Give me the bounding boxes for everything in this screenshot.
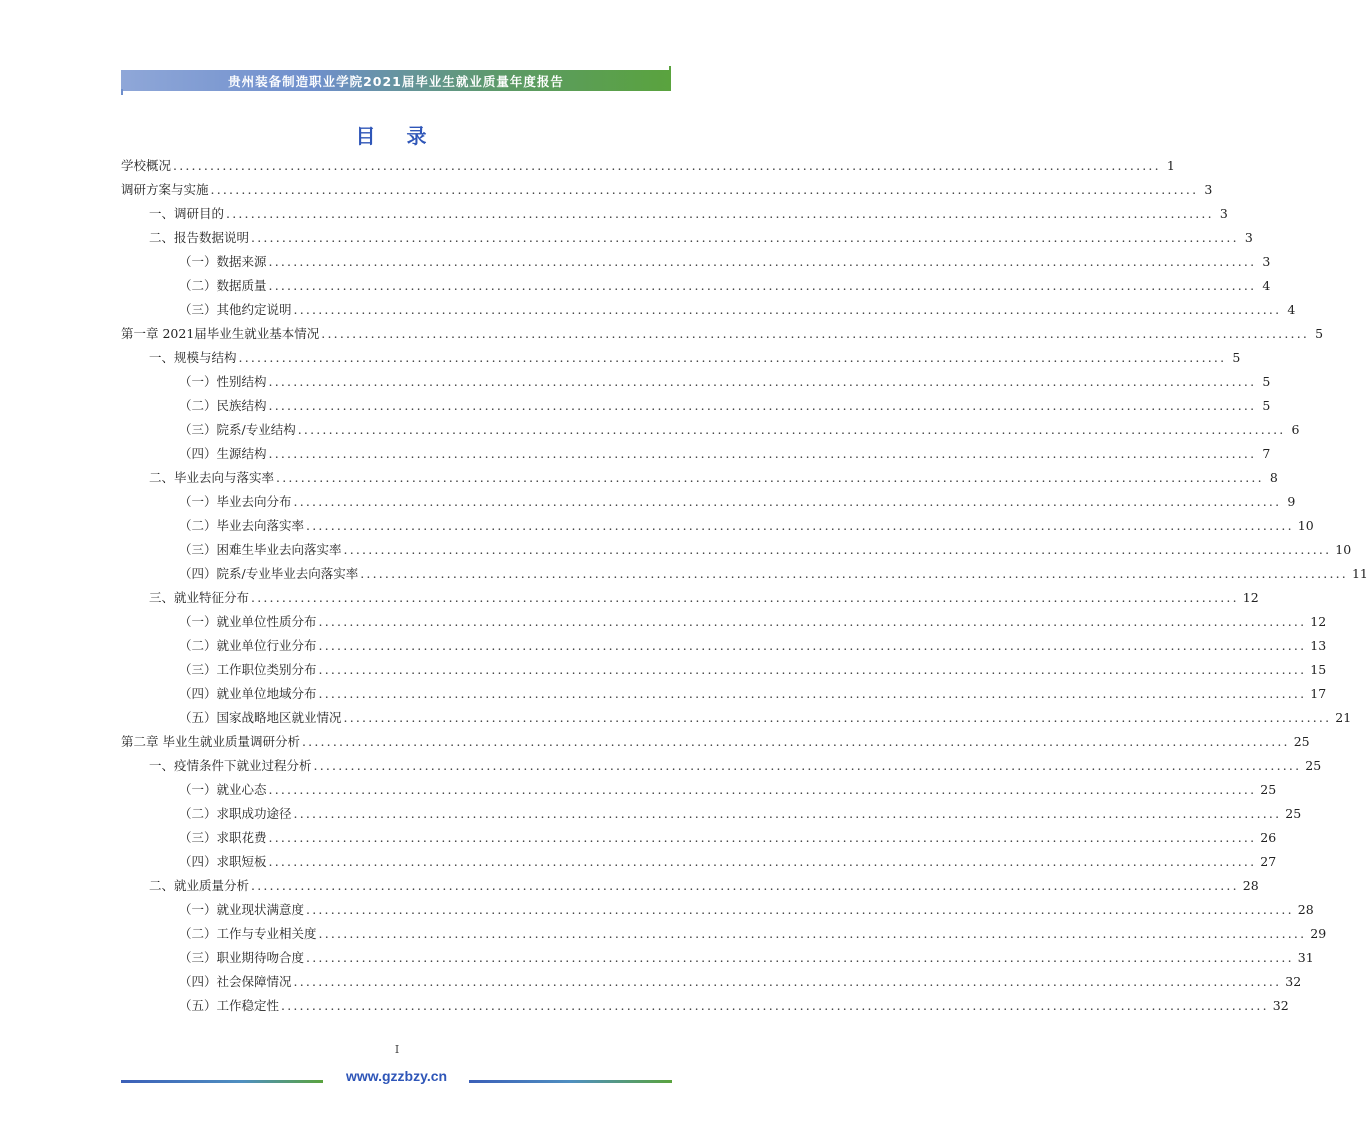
toc-page-number: 5 xyxy=(1315,326,1324,341)
footer xyxy=(121,1068,672,1088)
toc-leader-dots: ................................................................................................................................................................ xyxy=(293,494,1282,509)
toc-leader-dots: ................................................................................................................................................................ xyxy=(251,878,1239,893)
footer-line-right xyxy=(469,1080,672,1083)
website-link[interactable]: www.gzzbzy.cn xyxy=(345,1068,448,1084)
toc-leader-dots: ................................................................................................................................................................ xyxy=(321,326,1310,341)
toc-page-number: 12 xyxy=(1242,590,1259,605)
toc-entry[interactable] xyxy=(121,250,1271,274)
toc-page-number: 32 xyxy=(1285,974,1302,989)
toc-page-number: 10 xyxy=(1335,542,1352,557)
report-title: 贵州装备制造职业学院2021届毕业生就业质量年度报告 xyxy=(228,73,564,89)
toc-leader-dots: ................................................................................................................................................................ xyxy=(276,470,1264,485)
toc-entry[interactable] xyxy=(121,370,1271,394)
toc-entry[interactable] xyxy=(121,970,1302,994)
toc-leader-dots: ................................................................................................................................................................ xyxy=(268,446,1257,461)
toc-leader-dots: ................................................................................................................................................................ xyxy=(318,638,1307,653)
toc-entry-title: （四）社会保障情况 xyxy=(179,974,292,989)
toc-entry[interactable] xyxy=(121,634,1327,658)
toc-entry[interactable] xyxy=(121,922,1327,946)
toc-entry[interactable] xyxy=(121,202,1228,226)
toc-page-number: 6 xyxy=(1291,422,1300,437)
toc-page-number: 4 xyxy=(1287,302,1296,317)
toc-entry-title: 第二章 毕业生就业质量调研分析 xyxy=(121,734,300,749)
toc-entry[interactable] xyxy=(121,346,1241,370)
toc-page-number: 3 xyxy=(1244,230,1253,245)
toc-entry[interactable] xyxy=(121,394,1271,418)
toc-leader-dots: ................................................................................................................................................................ xyxy=(268,374,1257,389)
toc-page-number: 25 xyxy=(1285,806,1302,821)
toc-entry[interactable] xyxy=(121,418,1300,442)
header-tick-left xyxy=(121,89,123,95)
toc-entry-title: （五）国家战略地区就业情况 xyxy=(179,710,342,725)
toc-entry-title: 一、疫情条件下就业过程分析 xyxy=(149,758,312,773)
toc-leader-dots: ................................................................................................................................................................ xyxy=(281,998,1269,1013)
toc-entry[interactable] xyxy=(121,706,1352,730)
toc-entry[interactable] xyxy=(121,778,1277,802)
toc-entry-title: （四）院系/专业毕业去向落实率 xyxy=(179,566,359,581)
toc-page-number: 17 xyxy=(1310,686,1327,701)
toc-entry-title: （二）求职成功途径 xyxy=(179,806,292,821)
toc-entry[interactable] xyxy=(121,898,1314,922)
toc-entry[interactable] xyxy=(121,586,1259,610)
toc-leader-dots: ................................................................................................................................................................ xyxy=(268,398,1257,413)
toc-page-number: 3 xyxy=(1262,254,1271,269)
toc-page-number: 31 xyxy=(1297,950,1314,965)
toc-leader-dots: ................................................................................................................................................................ xyxy=(318,614,1307,629)
toc-leader-dots: ................................................................................................................................................................ xyxy=(318,926,1307,941)
toc-entry-title: （二）工作与专业相关度 xyxy=(179,926,317,941)
toc-page-number: 28 xyxy=(1242,878,1259,893)
toc-entry-title: 二、毕业去向与落实率 xyxy=(149,470,275,485)
toc-entry-title: （五）工作稳定性 xyxy=(179,998,280,1013)
toc-entry-title: （一）性别结构 xyxy=(179,374,267,389)
toc-page-number: 25 xyxy=(1293,734,1310,749)
toc-leader-dots: ................................................................................................................................................................ xyxy=(293,974,1282,989)
toc-page-number: 1 xyxy=(1166,158,1175,173)
toc-entry-title: （二）民族结构 xyxy=(179,398,267,413)
toc-entry[interactable] xyxy=(121,274,1271,298)
toc-leader-dots: ................................................................................................................................................................ xyxy=(313,758,1302,773)
toc-entry-title: （一）就业现状满意度 xyxy=(179,902,305,917)
toc-entry-title: 一、调研目的 xyxy=(149,206,225,221)
toc-leader-dots: ................................................................................................................................................................ xyxy=(238,350,1227,365)
toc-entry[interactable] xyxy=(121,682,1327,706)
toc-page-number: 27 xyxy=(1260,854,1277,869)
toc-entry[interactable] xyxy=(121,802,1302,826)
toc-page-number: 21 xyxy=(1335,710,1352,725)
toc-page-number: 11 xyxy=(1351,566,1368,581)
toc-leader-dots: ................................................................................................................................................................ xyxy=(268,830,1257,845)
footer-line-left xyxy=(121,1080,323,1083)
toc-page-number: 7 xyxy=(1262,446,1271,461)
toc-entry[interactable] xyxy=(121,850,1277,874)
toc-entry-title: 二、报告数据说明 xyxy=(149,230,250,245)
toc-leader-dots: ................................................................................................................................................................ xyxy=(343,542,1332,557)
toc-leader-dots: ................................................................................................................................................................ xyxy=(360,566,1348,581)
toc-entry-title: （三）职业期待吻合度 xyxy=(179,950,305,965)
toc-entry-title: （一）数据来源 xyxy=(179,254,267,269)
toc-leader-dots: ................................................................................................................................................................ xyxy=(226,206,1214,221)
toc-leader-dots: ................................................................................................................................................................ xyxy=(268,782,1257,797)
toc-leader-dots: ................................................................................................................................................................ xyxy=(306,518,1294,533)
toc-entry-title: （三）困难生毕业去向落实率 xyxy=(179,542,342,557)
toc-leader-dots: ................................................................................................................................................................ xyxy=(293,302,1282,317)
toc-entry-title: （三）工作职位类别分布 xyxy=(179,662,317,677)
toc-entry[interactable] xyxy=(121,946,1314,970)
toc-page-number: 28 xyxy=(1297,902,1314,917)
toc-entry[interactable] xyxy=(121,730,1310,754)
toc-page-number: 5 xyxy=(1262,398,1271,413)
toc-page-number: 9 xyxy=(1287,494,1296,509)
toc-leader-dots: ................................................................................................................................................................ xyxy=(306,950,1294,965)
toc-entry-title: （三）其他约定说明 xyxy=(179,302,292,317)
toc-page-number: 4 xyxy=(1262,278,1271,293)
toc-entry-title: （四）生源结构 xyxy=(179,446,267,461)
toc-entry-title: 学校概况 xyxy=(121,158,172,173)
toc-page-number: 8 xyxy=(1269,470,1278,485)
toc-leader-dots: ................................................................................................................................................................ xyxy=(210,182,1199,197)
toc-page-number: 3 xyxy=(1219,206,1228,221)
toc-entry[interactable] xyxy=(121,658,1327,682)
toc-entry-title: 第一章 2021届毕业生就业基本情况 xyxy=(121,326,320,341)
toc-page-number: 32 xyxy=(1272,998,1289,1013)
toc-leader-dots: ................................................................................................................................................................ xyxy=(306,902,1294,917)
toc-entry-title: 一、规模与结构 xyxy=(149,350,237,365)
header-tick-right xyxy=(669,66,671,72)
toc-entry[interactable] xyxy=(121,994,1289,1018)
toc-leader-dots: ................................................................................................................................................................ xyxy=(173,158,1161,173)
toc-page-number: 5 xyxy=(1232,350,1241,365)
toc-entry-title: 二、就业质量分析 xyxy=(149,878,250,893)
toc-entry[interactable] xyxy=(121,514,1314,538)
toc-entry-title: 三、就业特征分布 xyxy=(149,590,250,605)
toc-entry-title: 调研方案与实施 xyxy=(121,182,209,197)
toc-entry[interactable] xyxy=(121,178,1213,202)
header-banner xyxy=(121,70,671,91)
toc-entry[interactable] xyxy=(121,226,1253,250)
toc-page-number: 25 xyxy=(1305,758,1322,773)
toc-entry-title: （二）数据质量 xyxy=(179,278,267,293)
toc-entry[interactable] xyxy=(121,298,1296,322)
toc-leader-dots: ................................................................................................................................................................ xyxy=(343,710,1332,725)
toc-entry-title: （三）院系/专业结构 xyxy=(179,422,296,437)
toc-page-number: 25 xyxy=(1260,782,1277,797)
toc-entry[interactable] xyxy=(121,826,1277,850)
toc-page-number: 12 xyxy=(1310,614,1327,629)
toc-leader-dots: ................................................................................................................................................................ xyxy=(318,686,1307,701)
toc-page-number: 26 xyxy=(1260,830,1277,845)
toc-page-number: 10 xyxy=(1297,518,1314,533)
toc-entry-title: （一）就业单位性质分布 xyxy=(179,614,317,629)
toc-leader-dots: ................................................................................................................................................................ xyxy=(301,734,1290,749)
toc-page-number: 29 xyxy=(1310,926,1327,941)
toc-entry[interactable] xyxy=(121,466,1278,490)
table-of-contents xyxy=(121,154,1368,1018)
toc-entry-title: （四）求职短板 xyxy=(179,854,267,869)
toc-entry-title: （三）求职花费 xyxy=(179,830,267,845)
toc-entry[interactable] xyxy=(121,442,1271,466)
toc-entry[interactable] xyxy=(121,562,1368,586)
toc-leader-dots: ................................................................................................................................................................ xyxy=(251,590,1239,605)
toc-page-number: 13 xyxy=(1310,638,1327,653)
toc-entry[interactable] xyxy=(121,874,1259,898)
toc-leader-dots: ................................................................................................................................................................ xyxy=(318,662,1307,677)
toc-leader-dots: ................................................................................................................................................................ xyxy=(251,230,1239,245)
toc-page-number: 15 xyxy=(1310,662,1327,677)
toc-page-number: 3 xyxy=(1204,182,1213,197)
toc-entry[interactable] xyxy=(121,754,1322,778)
toc-entry[interactable] xyxy=(121,538,1352,562)
toc-entry-title: （二）毕业去向落实率 xyxy=(179,518,305,533)
page-number: I xyxy=(394,1043,400,1056)
toc-leader-dots: ................................................................................................................................................................ xyxy=(297,422,1286,437)
toc-entry-title: （四）就业单位地域分布 xyxy=(179,686,317,701)
toc-heading: 目 录 xyxy=(355,124,439,148)
toc-leader-dots: ................................................................................................................................................................ xyxy=(268,254,1257,269)
toc-entry[interactable] xyxy=(121,154,1175,178)
toc-entry[interactable] xyxy=(121,322,1324,346)
toc-leader-dots: ................................................................................................................................................................ xyxy=(268,854,1257,869)
toc-page-number: 5 xyxy=(1262,374,1271,389)
toc-entry-title: （一）毕业去向分布 xyxy=(179,494,292,509)
toc-entry-title: （一）就业心态 xyxy=(179,782,267,797)
toc-entry[interactable] xyxy=(121,490,1296,514)
toc-entry-title: （二）就业单位行业分布 xyxy=(179,638,317,653)
toc-entry[interactable] xyxy=(121,610,1327,634)
toc-leader-dots: ................................................................................................................................................................ xyxy=(268,278,1257,293)
toc-leader-dots: ................................................................................................................................................................ xyxy=(293,806,1282,821)
